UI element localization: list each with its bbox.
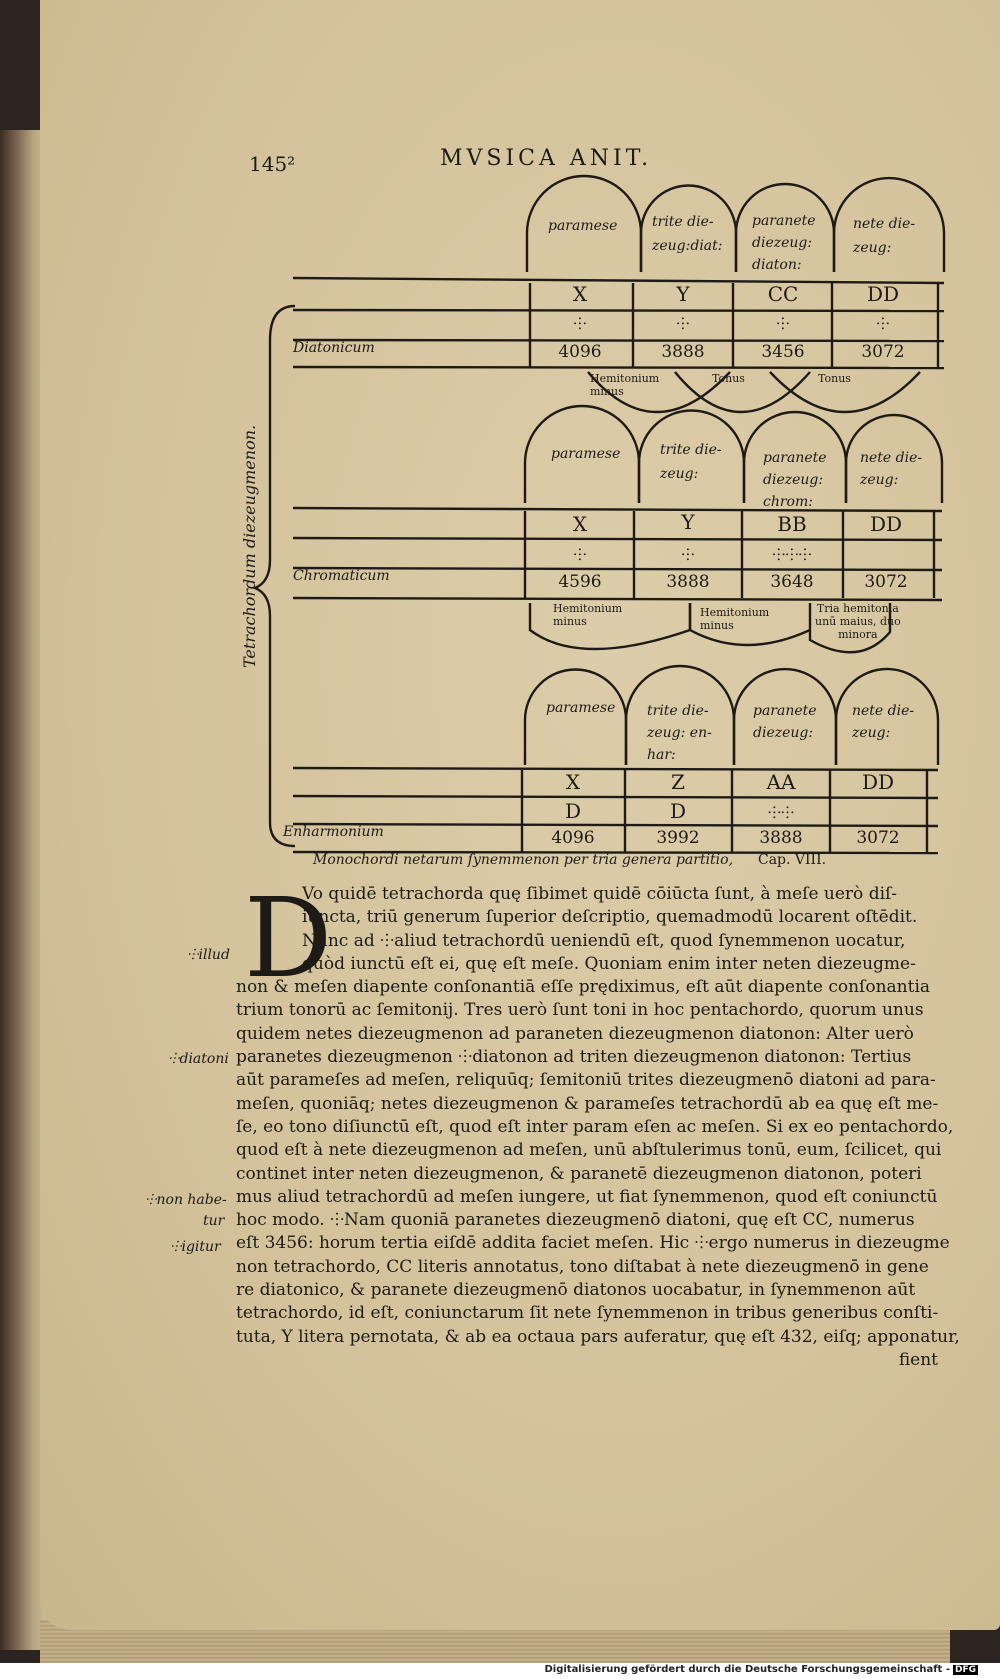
body-line: Vo quidē tetrachorda quę ſibimet quidē cōiūcta ſunt, à meſe uerò diſ- — [302, 884, 898, 904]
enharmonic-number-1: 4096 — [551, 828, 595, 848]
enharmonic-letter-4: DD — [861, 770, 895, 794]
chromatic-symbol-2: ⸭ — [681, 545, 695, 564]
diatonic-header-2: trite die- zeug:diat: — [652, 214, 723, 254]
diatonic-interval-2: Tonus — [712, 372, 745, 385]
enharmonic-letter-3: AA — [766, 770, 796, 794]
chromatic-number-1: 4596 — [558, 572, 602, 592]
chromatic-symbol-3: ⸭⸭⸭ — [772, 545, 812, 564]
enharmonic-header-1: paramese — [546, 700, 616, 716]
body-line: quod eſt à nete diezeugmenon ad meſen, unū abſtulerimus tonū, eum, ſcilicet, qui — [236, 1140, 942, 1161]
enharmonic-label: Enharmonium — [283, 824, 384, 840]
enharmonic-header-3: paranete diezeug: — [753, 703, 817, 741]
dfg-logo: DFG — [954, 1665, 976, 1675]
body-line: ſe, eo tono diſiunctū eſt, quod eſt inter param eſen ac meſen. Si ex eo pentachordo, — [236, 1116, 954, 1137]
diatonic-header-3: paranete diezeug: diaton: — [752, 213, 816, 273]
body-line: continet inter neten diezeugmenon, & paranetē diezeugmenon diatonon, poteri — [236, 1163, 922, 1184]
diatonic-letter-3: CC — [767, 282, 799, 306]
marginal-note: ⸭igitur — [170, 1239, 221, 1255]
chromatic-header-2: trite die- zeug: — [660, 442, 722, 482]
chromatic-interval-2: Hemitonium minus — [700, 606, 770, 632]
enharmonic-letter2-1: D — [564, 799, 582, 823]
body-line: non tetrachordo, CC literis annotatus, tono diſtabat à nete diezeugmenō in gene — [236, 1256, 929, 1277]
body-line: eſt 3456: horum tertia eiſdē addita faciet meſen. Hic ⸭ergo numerus in diezeugme — [236, 1233, 950, 1254]
body-line: tuta, Y litera pernotata, & ab ea octaua pars auferatur, quę eſt 432, eiſq; apponatur, — [236, 1326, 960, 1347]
page-number: 145² — [249, 152, 296, 176]
chromatic-interval-3: Tria hemitonia unū maius, duo minora — [815, 602, 901, 641]
marginal-note: ⸭illud — [187, 947, 230, 963]
chromatic-header-4: nete die- zeug: — [860, 450, 923, 488]
diatonic-symbol-2: ⸭ — [676, 314, 690, 333]
enharmonic-letter-2: Z — [671, 770, 685, 794]
enharmonic-header-2: trite die- zeug: en- har: — [647, 703, 712, 763]
enharmonic-letter2-2: D — [669, 799, 687, 823]
body-line: tetrachordo, id eſt, coniunctarum ſit nete ſynemmenon in tribus generibus conſti- — [236, 1303, 939, 1324]
chromatic-number-3: 3648 — [770, 572, 814, 592]
diatonic-number-1: 4096 — [558, 342, 602, 362]
marginal-note: ⸭non habe- — [145, 1192, 227, 1208]
diatonic-label: Diatonicum — [293, 340, 375, 356]
enharmonic-arch-1 — [525, 670, 626, 766]
body-line: Nunc ad ⸭aliud tetrachordū ueniendū eſt, quod ſynemmenon uocatur, — [302, 930, 906, 951]
enharmonic-number-4: 3072 — [856, 828, 900, 848]
vertical-label: Tetrachordum diezeugmenon. — [240, 424, 259, 668]
body-line: fient — [898, 1349, 938, 1370]
chromatic-letter-4: DD — [869, 512, 903, 536]
diatonic-number-4: 3072 — [861, 342, 905, 362]
enharmonic-number-3: 3888 — [759, 828, 803, 848]
body-line: quidem netes diezeugmenon ad paraneten diezeugmenon diatonon: Alter uerò — [236, 1023, 914, 1044]
body-line: meſen, quoniāq; netes diezeugmenon & parameſes tetrachordū ab ea quę eſt me- — [236, 1093, 939, 1114]
diatonic-number-2: 3888 — [661, 342, 705, 362]
body-line: trium tonorū ac ſemitonij. Tres uerò ſunt toni in hoc pentachordo, quorum unus — [236, 1000, 924, 1021]
body-line: aūt parameſes ad meſen, reliquūq; ſemitoniū trites diezeugmenō diatoni ad para- — [236, 1070, 936, 1091]
body-line: quòd iunctū eſt ei, quę eſt meſe. Quoniam enim inter neten diezeugme- — [302, 953, 916, 974]
enharmonic-header-4: nete die- zeug: — [852, 703, 915, 741]
enharmonic-number-2: 3992 — [656, 828, 700, 848]
body-line: iuncta, triū generum ſuperior deſcriptio, quemadmodū locarent oſtēdit. — [302, 907, 918, 928]
chromatic-header-1: paramese — [551, 446, 621, 462]
diatonic-letter-4: DD — [866, 282, 900, 306]
chromatic-letter-1: X — [572, 512, 588, 536]
body-line: mus aliud tetrachordū ad meſen iungere, ut fiat ſynemmenon, quod eſt coniunctū — [236, 1186, 938, 1207]
chromatic-header-3: paranete diezeug: chrom: — [763, 450, 827, 510]
body-line: re diatonico, & paranete diezeugmenō diatonos uocabatur, in ſynemmenon aūt — [236, 1280, 916, 1301]
diatonic-number-3: 3456 — [761, 342, 805, 362]
body-text — [236, 883, 960, 1372]
body-line: non & meſen diapente conſonantiā eſſe prędiximus, eſt aūt diapente conſonantia — [236, 977, 931, 998]
diatonic-interval-1: Hemitonium minus — [590, 372, 660, 398]
diatonic-symbol-1: ⸭ — [573, 314, 587, 333]
diatonic-header-1: paramese — [548, 218, 618, 234]
chromatic-number-2: 3888 — [666, 572, 710, 592]
footer-credit — [544, 1664, 978, 1675]
diatonic-symbol-4: ⸭ — [876, 314, 890, 333]
running-head: MVSICA ANIT. — [440, 146, 653, 171]
diatonic-symbol-3: ⸭ — [776, 314, 790, 333]
body-line: paranetes diezeugmenon ⸭diatonon ad triten diezeugmenon diatonon: Tertius — [236, 1047, 912, 1068]
figure-caption: Monochordi netarum ſynemmenon per tria genera partitio, — [313, 852, 734, 868]
diatonic-letter-2: Y — [676, 282, 690, 306]
chromatic-letter-3: BB — [777, 512, 807, 536]
chapter-label: Cap. VIII. — [758, 852, 827, 868]
diatonic-interval-3: Tonus — [818, 372, 851, 385]
diatonic-letter-1: X — [572, 282, 588, 306]
footer-credit-text: Digitalisierung gefördert durch die Deutsche Forschungsgemeinschaft - — [544, 1664, 950, 1675]
chromatic-symbol-1: ⸭ — [573, 545, 587, 564]
marginal-note: tur — [203, 1213, 225, 1229]
enharmonic-letter2-3: ⸭⸭ — [767, 803, 795, 822]
chromatic-interval-1: Hemitonium minus — [553, 602, 623, 628]
body-line: hoc modo. ⸭Nam quoniā paranetes diezeugmenō diatoni, quę eſt CC, numerus — [236, 1210, 915, 1231]
left-brace — [255, 306, 295, 846]
drop-cap: D — [244, 874, 333, 1002]
diatonic-header-4: nete die- zeug: — [853, 216, 916, 256]
chromatic-label: Chromaticum — [293, 568, 390, 584]
enharmonic-letter-1: X — [565, 770, 581, 794]
marginal-note: ⸭diatoni — [168, 1051, 229, 1067]
chromatic-letter-2: Y — [681, 510, 695, 534]
chromatic-number-4: 3072 — [864, 572, 908, 592]
